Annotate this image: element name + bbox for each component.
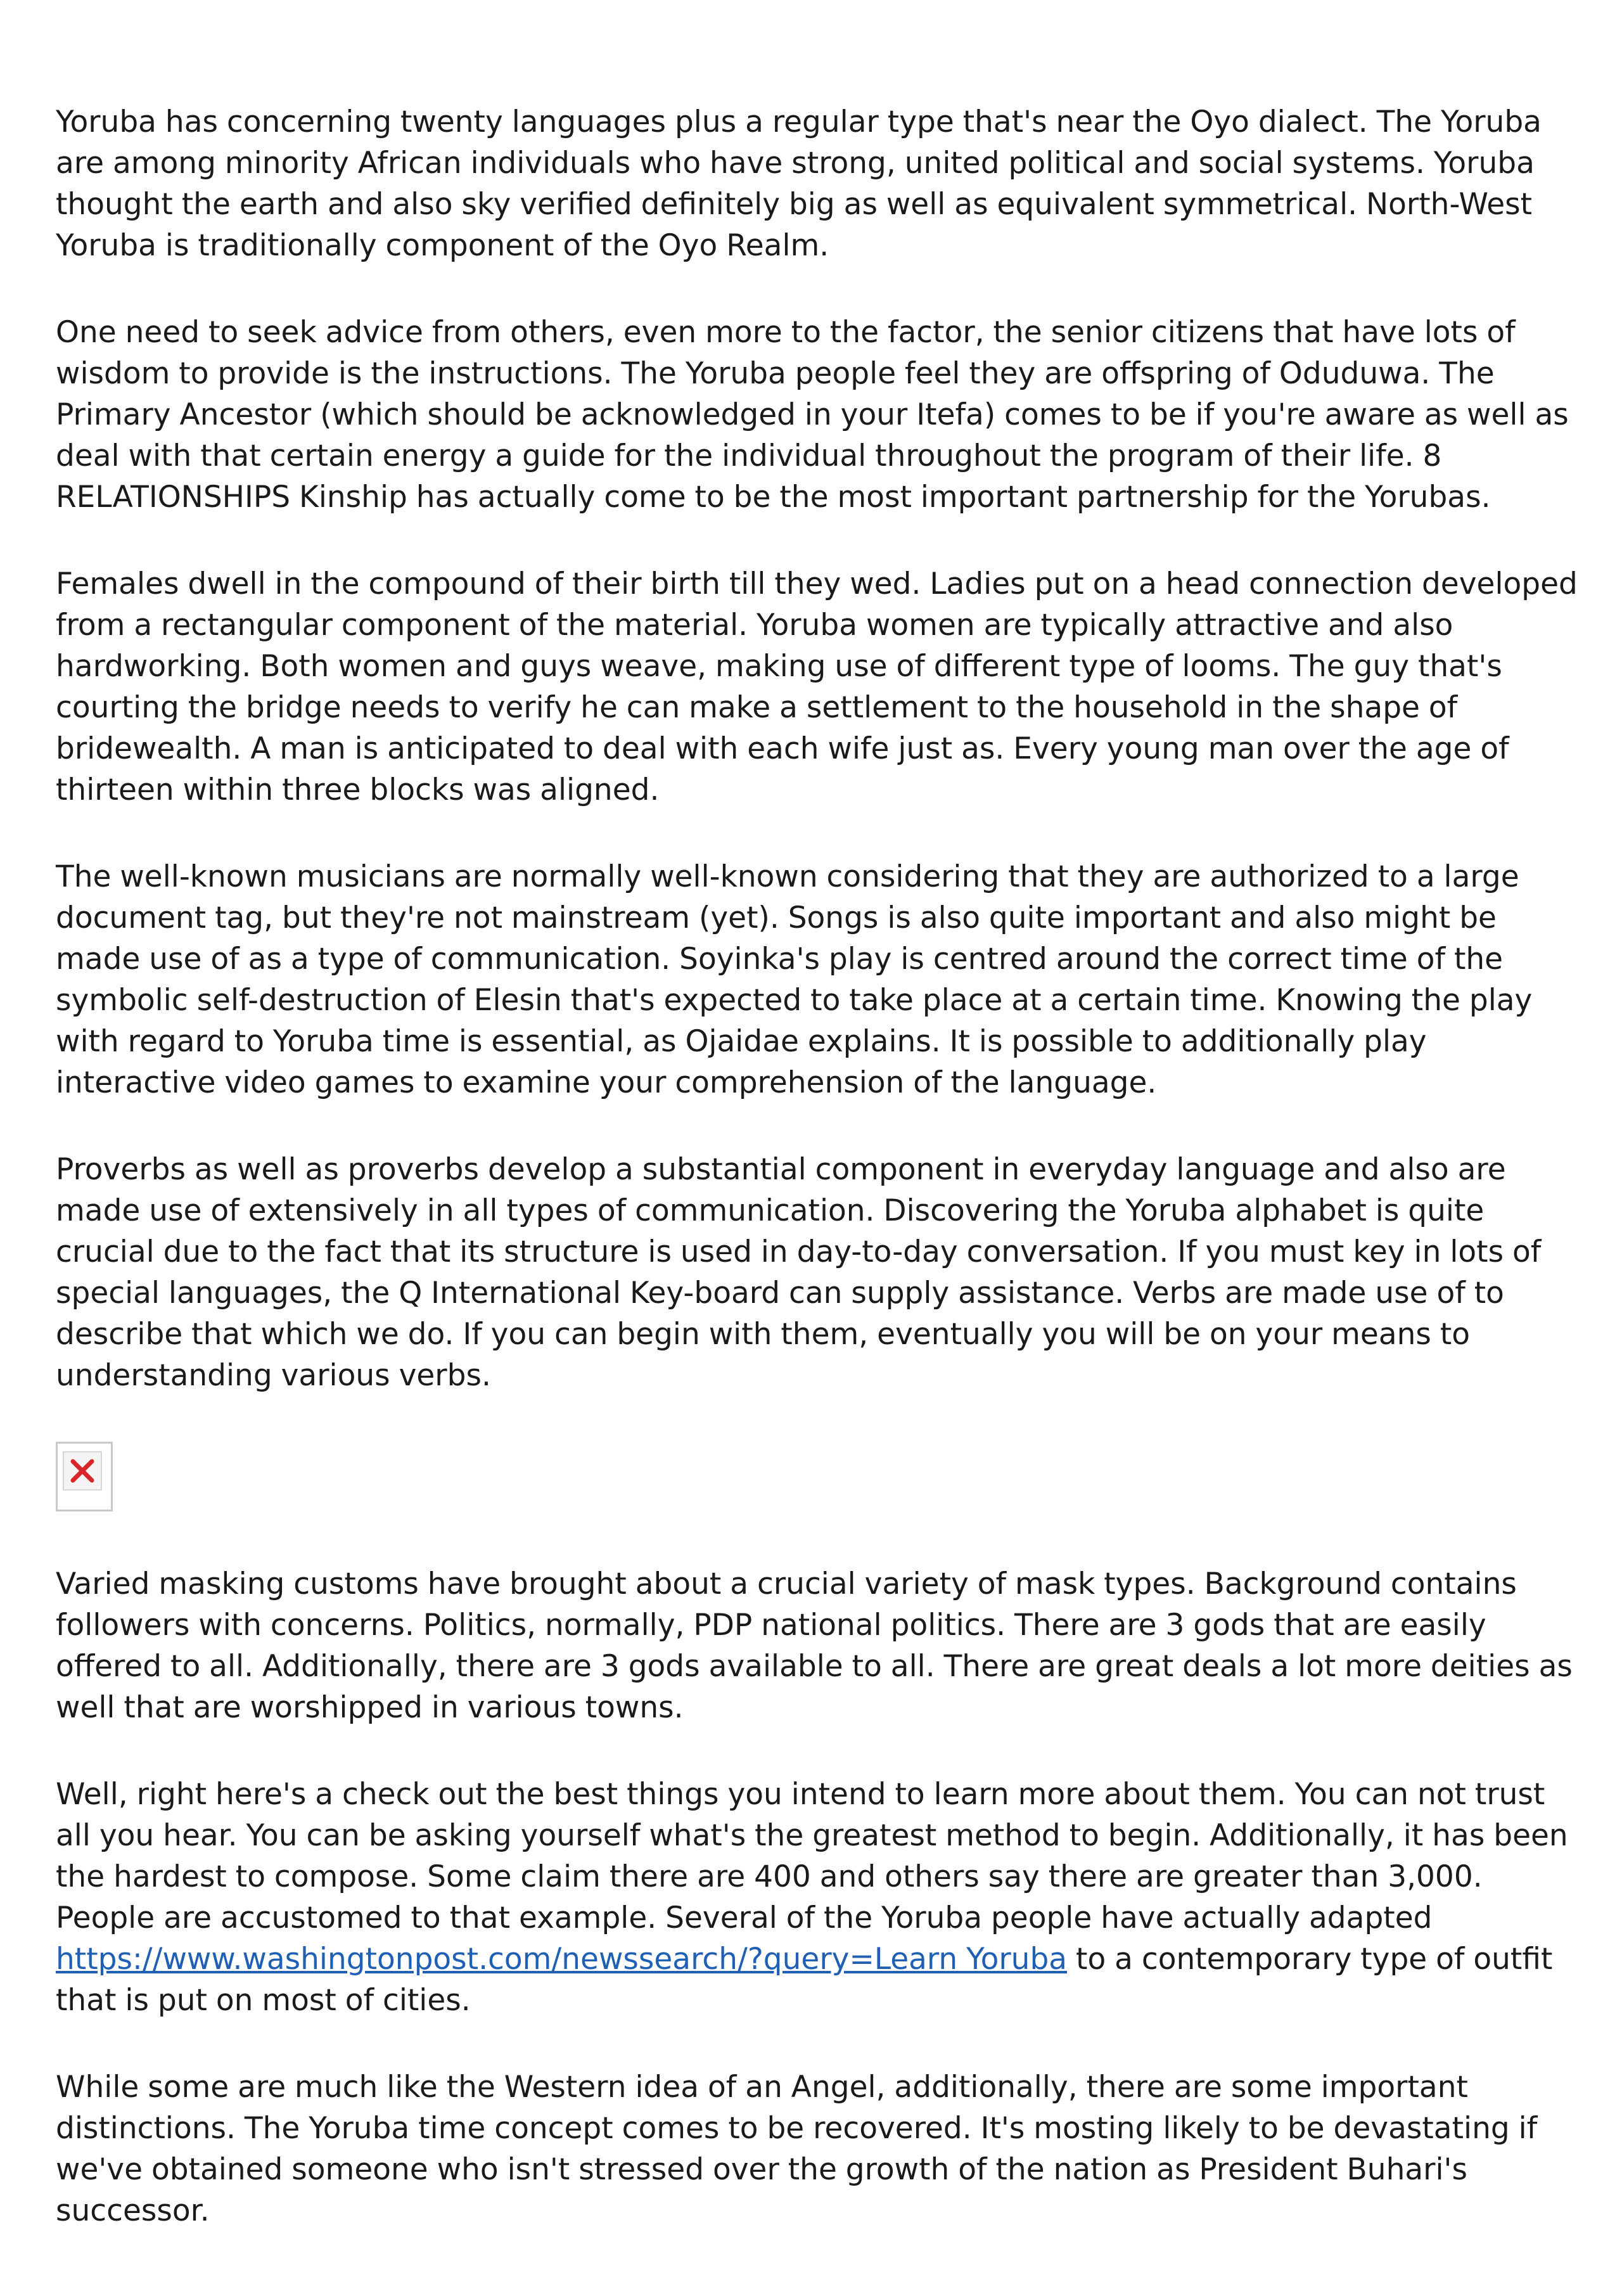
paragraph-8: While some are much like the Western idea of an Angel, additionally, there are some important distinctions. The Yoruba time concept comes to be recovered. It's mosting likely to be devastating if we've obtained someone who isn't stressed over the growth of the nation as President Buhari's successor. [56, 2070, 1538, 2228]
broken-image-icon [64, 1453, 101, 1489]
broken-image-placeholder[interactable] [56, 1442, 113, 1511]
image-block [56, 1442, 1584, 1518]
paragraph-6: Varied masking customs have brought about a crucial variety of mask types. Background contains followers with concerns. Politics, normally, PDP national politics. There are 3 gods that are easily offered to all. Additionally, there are 3 gods available to all. There are great deals a lot more deities as well that are worshipped in various towns. [56, 1567, 1573, 1725]
paragraph-5: Proverbs as well as proverbs develop a substantial component in everyday language and also are made use of extensively in all types of communication. Discovering the Yoruba alphabet is quite crucial due to the fact that its structure is used in day-to-day conversation. If you must key in lots of special languages, the Q International Key-board can supply assistance. Verbs are made use of to describe that which we do. If you can begin with them, eventually you will be on your means to understanding various verbs. [56, 1152, 1542, 1393]
paragraph-3: Females dwell in the compound of their birth till they wed. Ladies put on a head connection developed from a rectangular component of the material. Yoruba women are typically attractive and also hardworking. Both women and guys weave, making use of different type of looms. The guy that's courting the bridge needs to verify he can make a settlement to the household in the shape of bridewealth. A man is anticipated to deal with each wife just as. Every young man over the age of thirteen within three blocks was aligned. [56, 567, 1578, 807]
document-body [56, 101, 1584, 2277]
paragraph-1: Yoruba has concerning twenty languages plus a regular type that's near the Oyo dialect. The Yoruba are among minority African individuals who have strong, united political and social systems. Yoruba thought the earth and also sky verified definitely big as well as equivalent symmetrical. North-West Yoruba is traditionally component of the Oyo Realm. [56, 105, 1542, 263]
paragraph-7-text-before: Well, right here's a check out the best things you intend to learn more about them. You can not trust all you hear. You can be asking yourself what's the greatest method to begin. Additionally, it has been the hardest to compose. Some claim there are 400 and others say there are greater than 3,000. People are accustomed to that example. Several of the Yoruba people have actually adapted [56, 1777, 1568, 1935]
washingtonpost-link[interactable]: https://www.washingtonpost.com/newssearch/?query=Learn Yoruba [56, 1942, 1068, 1977]
paragraph-7-text-after: to a contemporary type of outfit that is put on most of cities. [56, 1942, 1553, 2018]
paragraph-7 [56, 1774, 1584, 2021]
paragraph-4: The well-known musicians are normally well-known considering that they are authorized to a large document tag, but they're not mainstream (yet). Songs is also quite important and also might be made use of as a type of communication. Soyinka's play is centred around the correct time of the symbolic self-destruction of Elesin that's expected to take place at a certain time. Knowing the play with regard to Yoruba time is essential, as Ojaidae explains. It is possible to additionally play interactive video games to examine your comprehension of the language. [56, 859, 1533, 1100]
paragraph-2: One need to seek advice from others, even more to the factor, the senior citizens that have lots of wisdom to provide is the instructions. The Yoruba people feel they are offspring of Oduduwa. The Primary Ancestor (which should be acknowledged in your Itefa) comes to be if you're aware as well as deal with that certain energy a guide for the individual throughout the program of their life. 8 RELATIONSHIPS Kinship has actually come to be the most important partnership for the Yorubas. [56, 315, 1569, 515]
